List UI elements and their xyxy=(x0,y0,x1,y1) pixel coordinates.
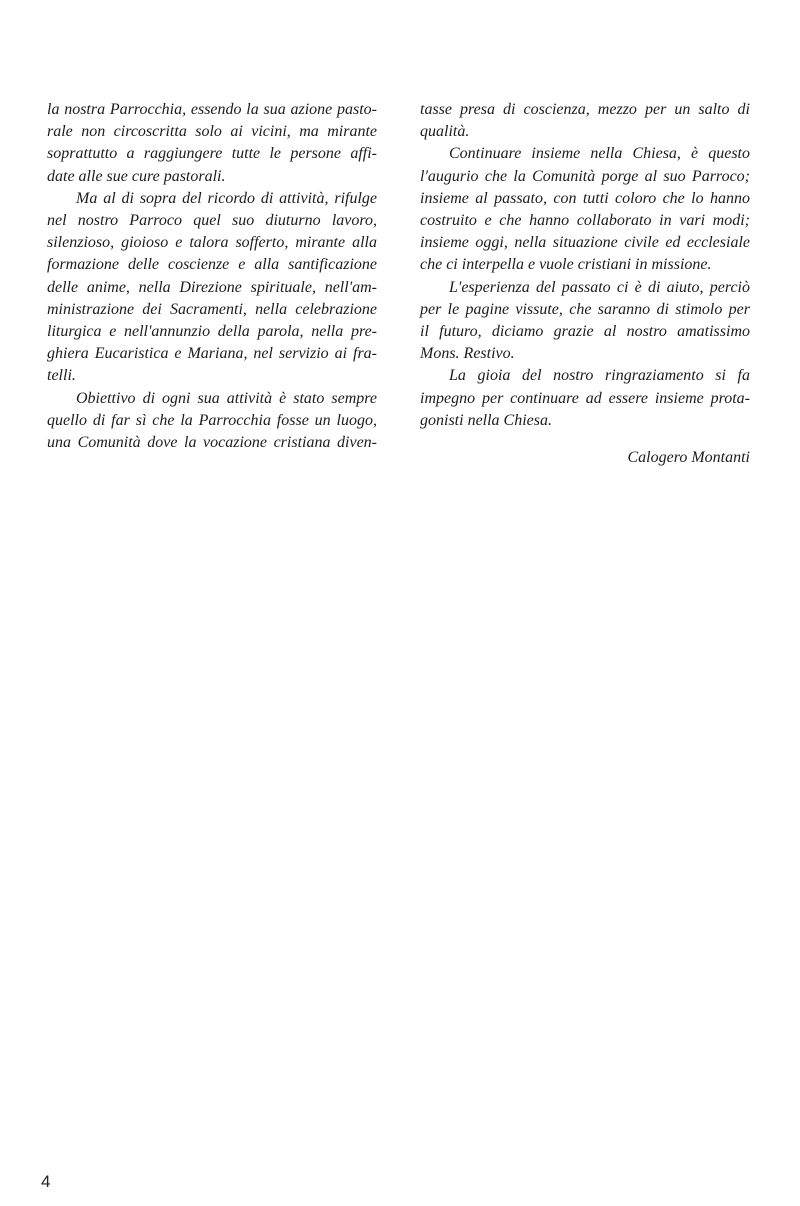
text-line: l'augurio che la Comunità porge al suo Parroco; xyxy=(420,167,750,185)
text-line: che ci interpella e vuole cristiani in missione. xyxy=(420,256,712,274)
text-line: gonisti nella Chiesa. xyxy=(420,411,552,429)
text-line: formazione delle coscienze e alla santificazione xyxy=(47,256,377,274)
text-line: nel nostro Parroco quel suo diuturno lavoro, xyxy=(47,212,377,230)
text-line: silenzioso, gioioso e talora sofferto, mirante alla xyxy=(47,234,377,252)
text-line: Obiettivo di ogni sua attività è stato sempre xyxy=(76,389,377,407)
text-line: insieme oggi, nella situazione civile ed ecclesiale xyxy=(420,234,750,252)
text-line: tasse presa di coscienza, mezzo per un salto di xyxy=(420,101,750,118)
left-column xyxy=(47,99,377,454)
text-line: ministrazione dei Sacramenti, nella celebrazione xyxy=(47,300,377,318)
text-line: impegno per continuare ad essere insieme prota- xyxy=(420,389,750,407)
text-line: soprattutto a raggiungere tutte le persone affi- xyxy=(47,145,377,163)
text-line: qualità. xyxy=(420,123,470,141)
text-line: La gioia del nostro ringraziamento si fa xyxy=(449,367,750,385)
text-line: liturgica e nell'annunzio della parola, nella pre- xyxy=(47,323,377,341)
text-line: Continuare insieme nella Chiesa, è questo xyxy=(449,145,750,163)
text-line: costruito e che hanno collaborato in vari modi; xyxy=(420,212,750,230)
text-line: per le pagine vissute, che saranno di stimolo per xyxy=(420,300,750,318)
signature: Calogero Montanti xyxy=(627,449,750,467)
text-line: telli. xyxy=(47,367,76,385)
page-number: 4 xyxy=(41,1172,51,1191)
text-line: ghiera Eucaristica e Mariana, nel servizio ai fra- xyxy=(47,345,377,363)
text-line: il futuro, diciamo grazie al nostro amatissimo xyxy=(420,323,750,341)
text-line: insieme al passato, con tutti coloro che lo hanno xyxy=(420,189,750,207)
text-line: Mons. Restivo. xyxy=(420,345,515,363)
text-line: delle anime, nella Direzione spirituale, nell'am- xyxy=(47,278,377,296)
text-line: quello di far sì che la Parrocchia fosse un luogo, xyxy=(47,411,377,429)
text-line: date alle sue cure pastorali. xyxy=(47,167,226,185)
right-column xyxy=(420,99,750,469)
text-line: L'esperienza del passato ci è di aiuto, perciò xyxy=(449,278,750,296)
text-line: una Comunità dove la vocazione cristiana diven- xyxy=(47,434,377,452)
text-line: rale non circoscritta solo ai vicini, ma mirante xyxy=(47,123,377,141)
text-line: la nostra Parrocchia, essendo la sua azione pasto- xyxy=(47,101,377,118)
text-line: Ma al di sopra del ricordo di attività, rifulge xyxy=(76,189,377,207)
